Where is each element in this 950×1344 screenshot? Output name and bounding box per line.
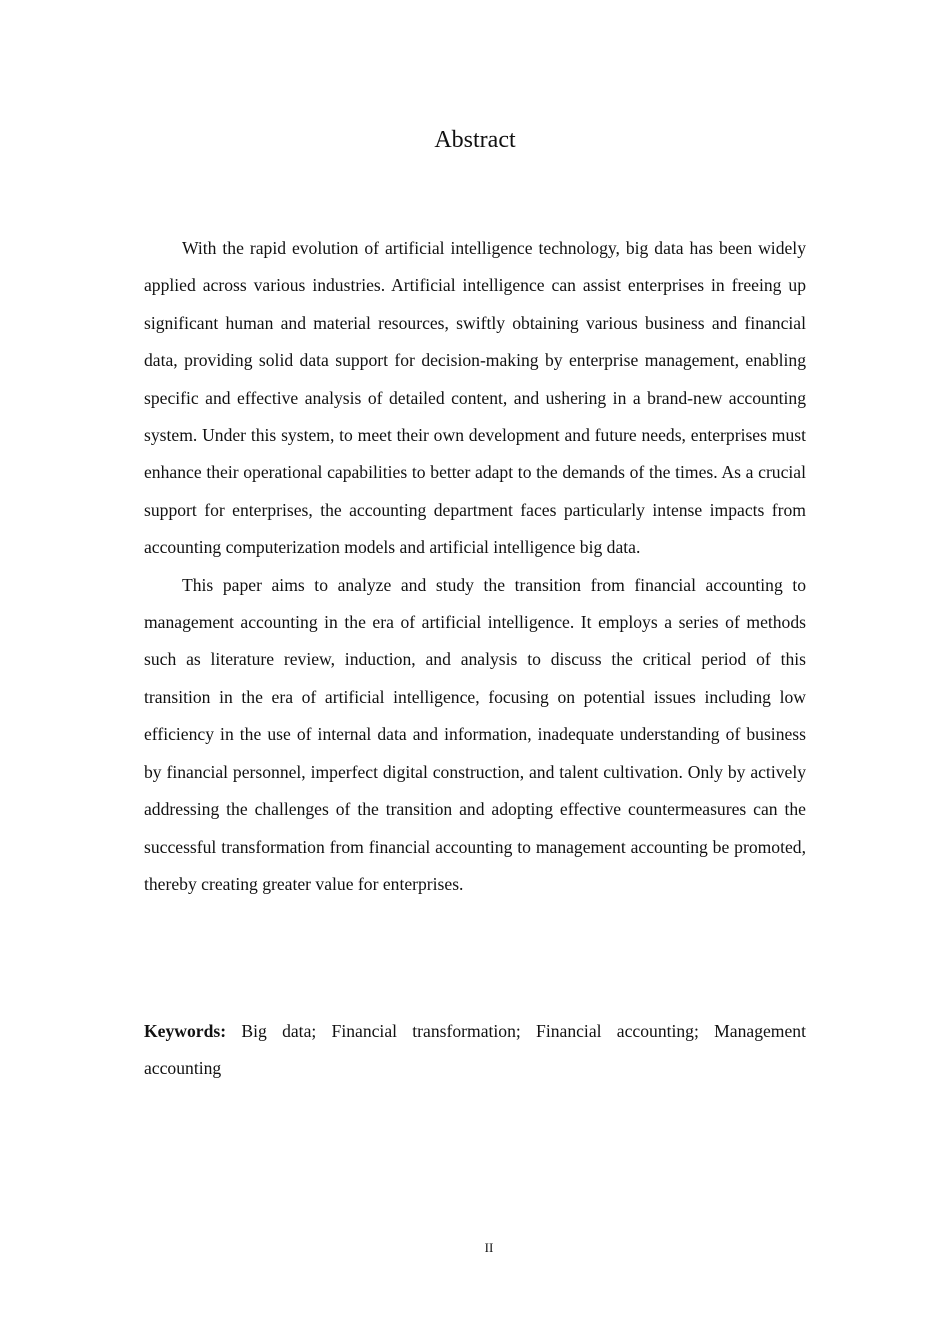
abstract-body (144, 230, 806, 903)
abstract-paragraph-1: With the rapid evolution of artificial intelligence technology, big data has been widely applied across various industries. Artificial intelligence can assist enterprises in freeing up significant human and material resources, swiftly obtaining various business and financial data, providing solid data support for decision-making by enterprise management, enabling specific and effective analysis of detailed content, and ushering in a brand-new accounting system. Under this system, to meet their own development and future needs, enterprises must enhance their operational capabilities to better adapt to the demands of the times. As a crucial support for enterprises, the accounting department faces particularly intense impacts from accounting computerization models and artificial intelligence big data. (144, 238, 806, 558)
keywords-line (144, 1013, 806, 1088)
keywords-label: Keywords: (144, 1021, 227, 1041)
page-number: II (484, 1240, 494, 1255)
abstract-paragraph-2: This paper aims to analyze and study the transition from financial accounting to management accounting in the era of artificial intelligence. It employs a series of methods such as literature review, induction, and analysis to discuss the critical period of this transition in the era of artificial intelligence, focusing on potential issues including low efficiency in the use of internal data and information, inadequate understanding of business by financial personnel, imperfect digital construction, and talent cultivation. Only by actively addressing the challenges of the transition and adopting effective countermeasures can the successful transformation from financial accounting to management accounting be promoted, thereby creating greater value for enterprises. (144, 574, 806, 894)
page-title: Abstract (434, 127, 516, 153)
keywords-text: Big data; Financial transformation; Financial accounting; Management accounting (144, 1021, 806, 1079)
